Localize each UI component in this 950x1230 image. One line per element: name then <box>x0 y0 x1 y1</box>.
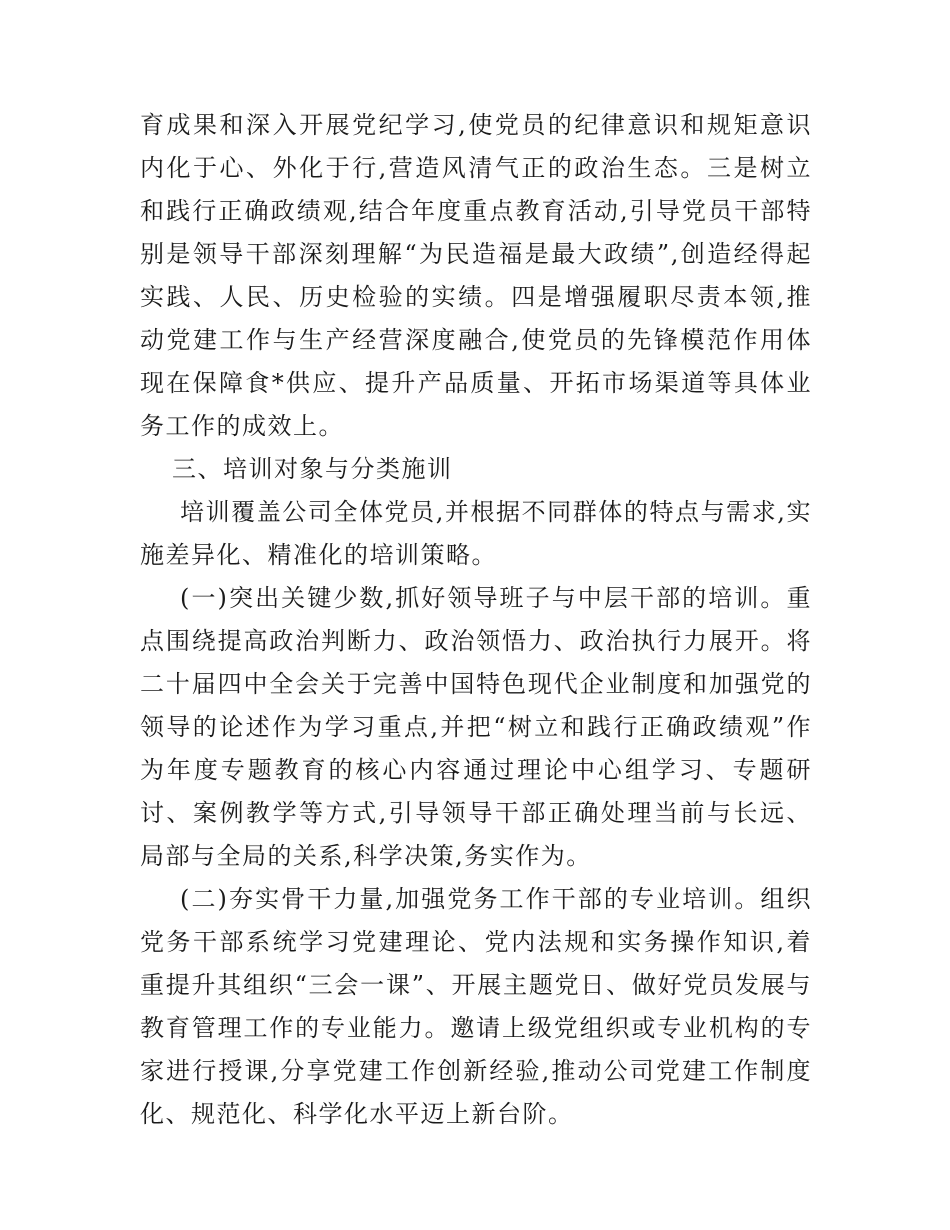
paragraph-intro: 培训覆盖公司全体党员,并根据不同群体的特点与需求,实施差异化、精准化的培训策略。 <box>140 498 812 569</box>
paragraph-continuation: 育成果和深入开展党纪学习,使党员的纪律意识和规矩意识内化于心、外化于行,营造风清气正的政治生态。三是树立和践行正确政绩观,结合年度重点教育活动,引导党员干部特别是领导干部深刻理解“为民造福是最大政绩”,创造经得起实践、人民、历史检验的实绩。四是增强履职尽责本领,推动党建工作与生产经营深度融合,使党员的先锋模范作用体现在保障食*供应、提升产品质量、开拓市场渠道等具体业务工作的成效上。 <box>140 111 812 440</box>
paragraph-item-1: (一)突出关键少数,抓好领导班子与中层干部的培训。重点围绕提高政治判断力、政治领悟力、政治执行力展开。将二十届四中全会关于完善中国特色现代企业制度和加强党的领导的论述作为学习重点,并把“树立和践行正确政绩观”作为年度专题教育的核心内容通过理论中心组学习、专题研讨、案例教学等方式,引导领导干部正确处理当前与长远、局部与全局的关系,科学决策,务实作为。 <box>140 584 812 870</box>
section-heading: 三、培训对象与分类施训 <box>172 455 453 483</box>
document-body <box>140 104 812 1136</box>
paragraph-item-2: (二)夯实骨干力量,加强党务工作干部的专业培训。组织党务干部系统学习党建理论、党内法规和实务操作知识,着重提升其组织“三会一课”、开展主题党日、做好党员发展与教育管理工作的专业能力。邀请上级党组织或专业机构的专家进行授课,分享党建工作创新经验,推动公司党建工作制度化、规范化、科学化水平迈上新台阶。 <box>140 885 812 1128</box>
